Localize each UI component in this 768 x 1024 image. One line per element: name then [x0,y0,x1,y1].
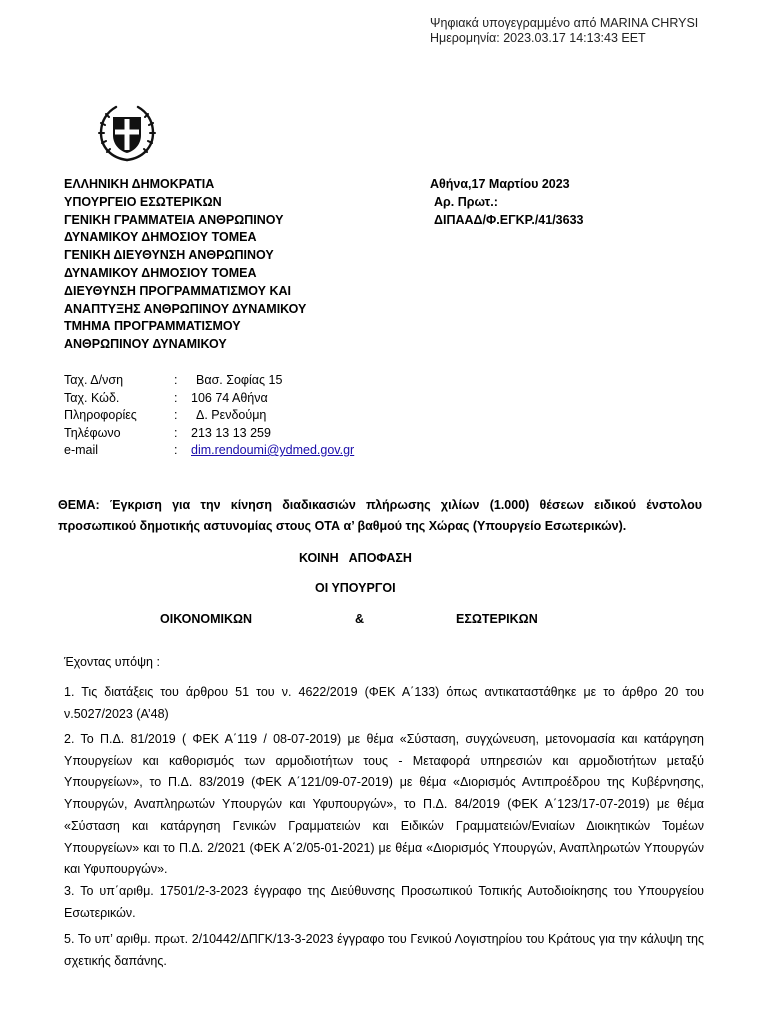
contact-row [64,442,354,460]
colon: : [174,425,178,440]
ministry-interior: ΕΣΩΤΕΡΙΚΩΝ [456,612,538,626]
contact-row [64,390,354,408]
paragraph: 2. Το Π.Δ. 81/2019 ( ΦΕΚ Α΄119 / 08-07-2019) με θέμα «Σύσταση, συγχώνευση, μετονομασία και κατάργηση Υπουργείων και καθορισμός των αρμοδιοτήτων τους - Μεταφορά υπηρεσιών και αρμοδιοτήτων μεταξύ Υπουργείων», το Π.Δ. 83/2019 (ΦΕΚ Α΄121/09-07-2019) με θέμα «Διορισμός Αντιπροέδρου της Κυβέρνησης, Υπουργών, Αναπληρωτών Υπουργών και Υφυπουργών», το Π.Δ. 84/2019 (ΦΕΚ Α΄123/17-07-2019) με θέμα «Σύσταση και κατάργηση Γενικών Γραμματειών και Ειδικών Γραμματειών/Ενιαίων Διοικητικών Τομέων Υπουργείων» και το Π.Δ. 2/2021 (ΦΕΚ Α΄2/05-01-2021) με θέμα «Διορισμός Υπουργών, Αναπληρωτών Υπουργών και Υφυπουργών». [64,732,704,877]
authority-line: ΔΙΕΥΘΥΝΣΗ ΠΡΟΓΡΑΜΜΑΤΙΣΜΟΥ ΚΑΙ [64,283,291,298]
considering-heading: Έχοντας υπόψη : [64,655,160,669]
authority-line: ΥΠΟΥΡΓΕΙΟ ΕΣΩΤΕΡΙΚΩΝ [64,194,222,209]
authority-line: ΔΥΝΑΜΙΚΟΥ ΔΗΜΟΣΙΟΥ ΤΟΜΕΑ [64,230,257,245]
contact-row [64,425,354,443]
phone-value: 213 13 13 259 [191,425,271,440]
authority-line: ΔΥΝΑΜΙΚΟΥ ΔΗΜΟΣΙΟΥ ΤΟΜΕΑ [64,265,257,280]
document-reference-block [420,176,583,229]
authority-line: ΑΝΑΠΤΥΞΗΣ ΑΝΘΡΩΠΙΝΟΥ ΔΥΝΑΜΙΚΟΥ [64,301,307,316]
contact-row [64,407,354,425]
protocol-label: Αρ. Πρωτ.: [434,194,498,209]
contact-row [64,372,354,390]
signature-date: Ημερομηνία: 2023.03.17 14:13:43 EET [430,31,646,45]
address-label: Ταχ. Δ/νση [64,373,124,387]
greek-state-emblem-icon [97,103,157,163]
digital-signature-stamp [430,16,698,46]
paragraph: 3. Το υπ΄αριθμ. 17501/2-3-2023 έγγραφο της Διεύθυνσης Προσωπικού Τοπικής Αυτοδιοίκησης του Υπουργείου Εσωτερικών. [64,884,704,920]
email-label: e-mail [64,443,99,457]
colon: : [174,443,178,457]
authority-line: ΓΕΝΙΚΗ ΓΡΑΜΜΑΤΕΙΑ ΑΝΘΡΩΠΙΝΟΥ [64,212,284,227]
postcode-value: 106 74 Αθήνα [191,390,268,405]
ministries-ampersand: & [355,612,365,626]
info-value: Δ. Ρενδούμη [196,408,267,422]
document-date: Αθήνα,17 Μαρτίου 2023 [430,177,570,191]
colon: : [174,390,178,405]
address-value: Βασ. Σοφίας 15 [196,373,283,387]
email-link[interactable]: dim.rendoumi@ydmed.gov.gr [191,443,355,457]
colon: : [174,408,178,422]
decision-title: ΚΟΙΝΗ ΑΠΟΦΑΣΗ [299,551,412,565]
colon: : [174,373,178,387]
ministry-finance: ΟΙΚΟΝΟΜΙΚΩΝ [160,612,253,626]
phone-label: Τηλέφωνο [64,425,121,440]
authority-line: ΑΝΘΡΩΠΙΝΟΥ ΔΥΝΑΜΙΚΟΥ [64,337,227,352]
protocol-number: ΔΙΠΑΑΔ/Φ.ΕΓΚΡ./41/3633 [434,212,584,227]
authority-line: ΓΕΝΙΚΗ ΔΙΕΥΘΥΝΣΗ ΑΝΘΡΩΠΙΝΟΥ [64,248,274,263]
paragraph: 1. Τις διατάξεις του άρθρου 51 του ν. 4622/2019 (ΦΕΚ Α΄133) όπως αντικαταστάθηκε με το άρθρο 20 του ν.5027/2023 (Α’48) [64,685,704,721]
authority-line: ΤΜΗΜΑ ΠΡΟΓΡΑΜΜΑΤΙΣΜΟΥ [64,319,241,334]
subject-heading: ΘΕΜΑ: Έγκριση για την κίνηση διαδικασιών πλήρωσης χιλίων (1.000) θέσεων ειδικού ένστολου προσωπικού δημοτικής αστυνομίας στους ΟΤΑ α’ βαθμού της Χώρας (Υπουργείο Εσωτερικών). [58,498,702,533]
info-label: Πληροφορίες [64,408,137,422]
authority-line: ΕΛΛΗΝΙΚΗ ΔΗΜΟΚΡΑΤΙΑ [64,177,215,191]
issuing-authority-block [64,176,306,354]
contact-details [64,372,354,460]
ministers-title: ΟΙ ΥΠΟΥΡΓΟΙ [315,581,396,595]
paragraph: 5. Το υπ’ αριθμ. πρωτ. 2/10442/ΔΠΓΚ/13-3-2023 έγγραφο του Γενικού Λογιστηρίου του Κράτους για την κάλυψη της σχετικής δαπάνης. [64,932,704,968]
signature-signer: Ψηφιακά υπογεγραμμένο από MARINA CHRYSI [430,16,699,30]
postcode-label: Ταχ. Κώδ. [64,390,120,405]
